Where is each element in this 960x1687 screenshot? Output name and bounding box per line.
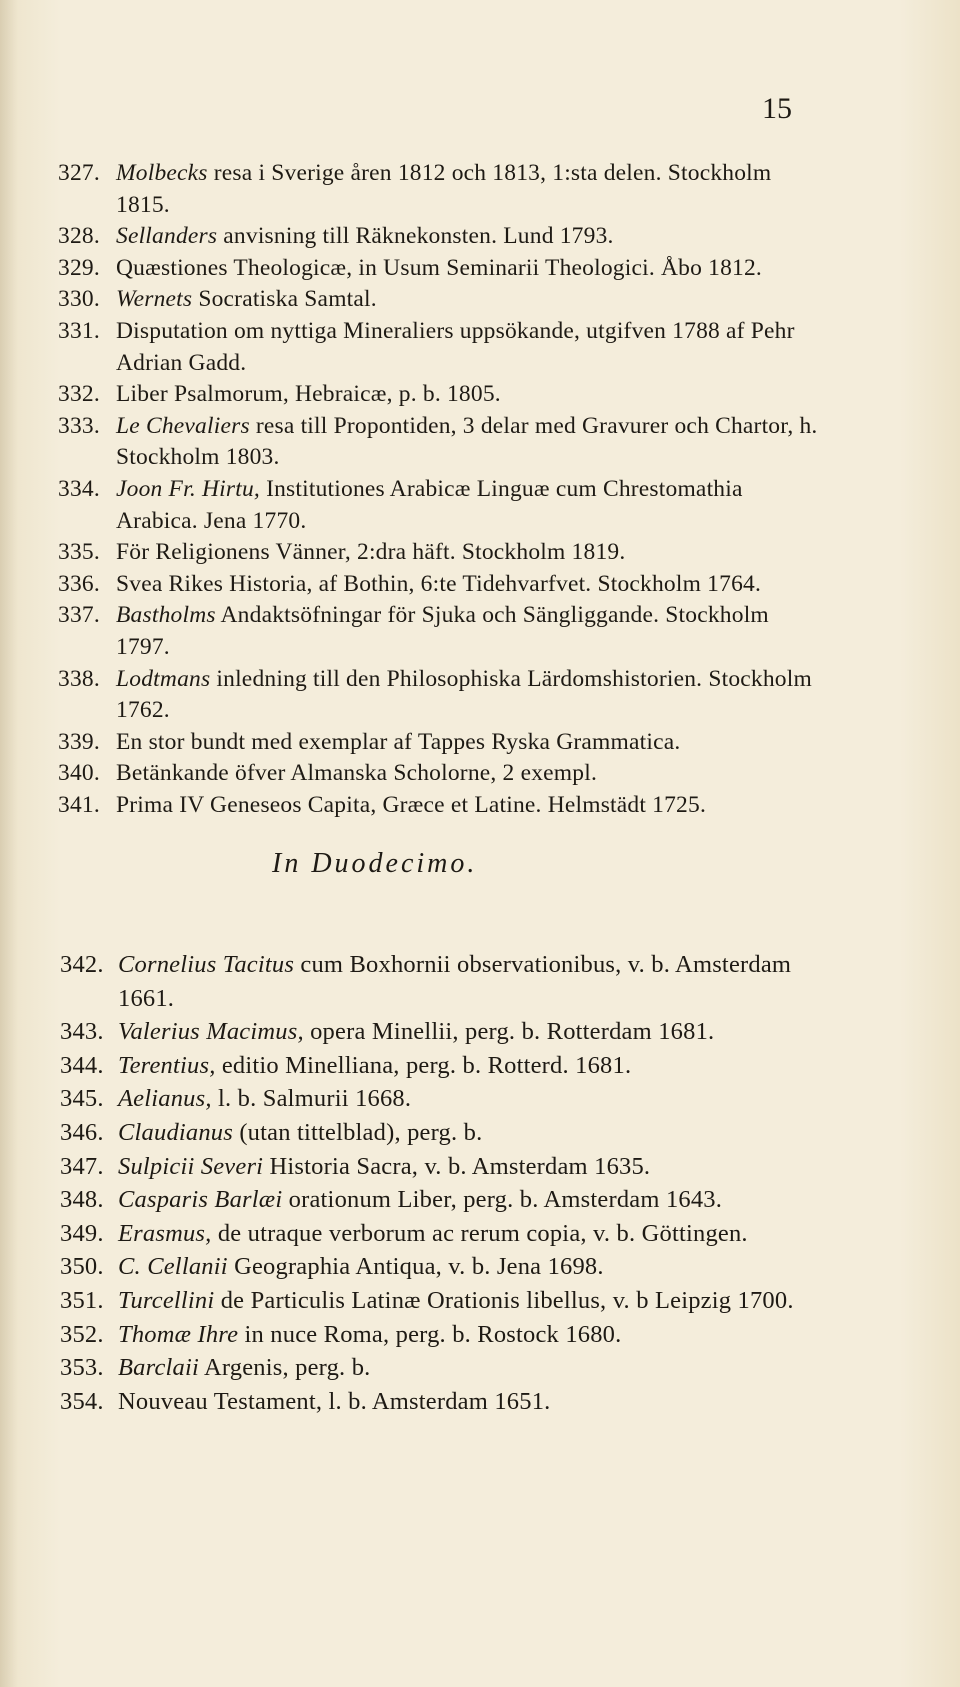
entry-number: 340.	[58, 760, 100, 787]
entry-title: Lodtmans	[116, 665, 211, 692]
entry-title: C. Cellanii	[118, 1253, 228, 1281]
entry-number: 349.	[60, 1219, 104, 1247]
entry-text: l. b. Salmurii 1668.	[211, 1085, 412, 1113]
catalogue-entry	[60, 1318, 830, 1352]
entry-number: 351.	[60, 1286, 104, 1314]
catalogue-entry	[58, 316, 818, 379]
catalogue-entry	[58, 727, 818, 759]
entry-text: inledning till den Philosophiska Lärdomshistorien. Stockholm 1762.	[116, 665, 812, 724]
entry-number: 348.	[60, 1186, 104, 1214]
entry-number: 346.	[60, 1118, 104, 1146]
entry-title: Terentius,	[118, 1051, 216, 1079]
entry-text: För Religionens Vänner, 2:dra häft. Stockholm 1819.	[116, 539, 626, 566]
entry-number: 342.	[60, 951, 104, 978]
catalogue-entry	[58, 664, 818, 727]
entry-text: Andaktsöfningar för Sjuka och Sängliggande. Stockholm 1797.	[116, 602, 769, 660]
catalogue-entry	[58, 474, 818, 537]
entry-number: 337.	[58, 602, 100, 629]
entry-number: 331.	[58, 317, 100, 344]
entry-number: 354.	[60, 1387, 104, 1415]
entry-text: Geographia Antiqua, v. b. Jena 1698.	[227, 1253, 604, 1281]
catalogue-entry	[60, 1150, 830, 1184]
section-heading	[272, 848, 477, 880]
entry-text: in nuce Roma, perg. b. Rostock 1680.	[238, 1320, 622, 1348]
catalogue-entry	[58, 790, 818, 822]
catalogue-entry	[58, 411, 818, 474]
catalogue-entry	[60, 1217, 830, 1251]
catalogue-entry	[58, 284, 818, 316]
entry-text: Prima IV Geneseos Capita, Græce et Latine. Helmstädt 1725.	[116, 791, 707, 818]
entry-title: Erasmus,	[118, 1219, 212, 1247]
catalogue-entry	[58, 221, 818, 253]
catalogue-entry	[60, 1049, 830, 1083]
entry-title: Sulpicii Severi	[118, 1152, 264, 1180]
entry-number: 338.	[58, 665, 100, 692]
entry-title: Aelianus,	[118, 1085, 212, 1113]
catalogue-entry	[58, 569, 818, 601]
entry-text: resa i Sverige åren 1812 och 1813, 1:sta delen. Stockholm 1815.	[116, 160, 772, 218]
entry-number: 335.	[58, 539, 100, 566]
catalogue-entry	[60, 1015, 830, 1049]
catalogue-entry	[58, 253, 818, 285]
entry-text: editio Minelliana, perg. b. Rotterd. 1681.	[215, 1051, 632, 1079]
entry-number: 329.	[58, 254, 100, 281]
catalogue-entry	[58, 600, 818, 663]
entry-number: 353.	[60, 1354, 104, 1382]
entry-text: cum Boxhornii observationibus, v. b. Amsterdam 1661.	[118, 951, 792, 1012]
entry-text: opera Minellii, perg. b. Rotterdam 1681.	[303, 1018, 715, 1046]
entry-title: Bastholms	[116, 602, 216, 629]
catalogue-entry	[58, 158, 818, 221]
catalogue-entry	[60, 1082, 830, 1116]
entry-number: 343.	[60, 1018, 104, 1046]
entry-text: Quæstiones Theologicæ, in Usum Seminarii Theologici. Åbo 1812.	[116, 254, 762, 281]
catalogue-entry	[60, 1284, 830, 1318]
entry-title: Thomæ Ihre	[118, 1320, 239, 1348]
entry-title: Turcellini	[118, 1286, 215, 1314]
entry-text: anvisning till Räknekonsten. Lund 1793.	[217, 223, 614, 250]
entry-number: 339.	[58, 728, 100, 755]
entry-text: Socratiska Samtal.	[192, 286, 377, 313]
entry-text: Disputation om nyttiga Mineraliers uppsökande, utgifven 1788 af Pehr Adrian Gadd.	[116, 317, 795, 376]
entry-text: Argenis, perg. b.	[199, 1354, 371, 1382]
catalogue-entry	[60, 1385, 830, 1419]
entry-list-upper	[58, 158, 818, 821]
catalogue-entry	[58, 758, 818, 790]
entry-text: Svea Rikes Historia, af Bothin, 6:te Tidehvarfvet. Stockholm 1764.	[116, 570, 762, 597]
entry-number: 352.	[60, 1320, 104, 1348]
entry-title: Sellanders	[116, 223, 218, 250]
entry-list-duodecimo	[60, 948, 830, 1418]
catalogue-entry	[60, 1183, 830, 1217]
entry-text: (utan tittelblad), perg. b.	[233, 1118, 483, 1146]
page-number: 15	[762, 92, 792, 125]
entry-number: 347.	[60, 1152, 104, 1180]
entry-title: Joon Fr. Hirtu,	[116, 475, 260, 502]
catalogue-entry	[58, 379, 818, 411]
entry-number: 341.	[58, 791, 100, 818]
heading-word-2: Duodecimo.	[311, 848, 478, 879]
entry-text: de utraque verborum ac rerum copia, v. b. Göttingen.	[211, 1219, 748, 1247]
entry-number: 332.	[58, 381, 100, 408]
entry-text: Institutiones Arabicæ Linguæ cum Chrestomathia Arabica. Jena 1770.	[116, 475, 743, 534]
entry-number: 334.	[58, 475, 100, 502]
entry-title: Casparis Barlæi	[118, 1186, 283, 1214]
catalogue-entry	[60, 1250, 830, 1284]
entry-title: Valerius Macimus,	[118, 1018, 304, 1046]
catalogue-entry	[58, 537, 818, 569]
entry-title: Barclaii	[118, 1354, 199, 1382]
entry-text: de Particulis Latinæ Orationis libellus, v. b Leipzig 1700.	[214, 1286, 794, 1314]
entry-title: Molbecks	[116, 160, 208, 186]
entry-number: 328.	[58, 223, 100, 250]
entry-text: Liber Psalmorum, Hebraicæ, p. b. 1805.	[116, 381, 501, 408]
catalogue-entry	[60, 948, 830, 1015]
entry-number: 336.	[58, 570, 100, 597]
catalogue-entry	[60, 1351, 830, 1385]
entry-number: 327.	[58, 160, 100, 186]
entry-title: Claudianus	[118, 1118, 233, 1146]
entry-text: Historia Sacra, v. b. Amsterdam 1635.	[263, 1152, 651, 1180]
entry-title: Wernets	[116, 286, 193, 313]
entry-number: 350.	[60, 1253, 104, 1281]
entry-number: 330.	[58, 286, 100, 313]
entry-number: 344.	[60, 1051, 104, 1079]
entry-title: Cornelius Tacitus	[118, 951, 295, 978]
entry-text: resa till Propontiden, 3 delar med Gravurer och Chartor, h. Stockholm 1803.	[116, 412, 818, 471]
catalogue-entry	[60, 1116, 830, 1150]
entry-text: Betänkande öfver Almanska Scholorne, 2 exempl.	[116, 760, 598, 787]
entry-text: Nouveau Testament, l. b. Amsterdam 1651.	[118, 1387, 551, 1415]
entry-text: orationum Liber, perg. b. Amsterdam 1643.	[282, 1186, 723, 1214]
heading-word-1: In	[272, 848, 302, 879]
entry-number: 345.	[60, 1085, 104, 1113]
entry-text: En stor bundt med exemplar af Tappes Ryska Grammatica.	[116, 728, 681, 755]
entry-number: 333.	[58, 412, 100, 439]
entry-title: Le Chevaliers	[116, 412, 250, 439]
